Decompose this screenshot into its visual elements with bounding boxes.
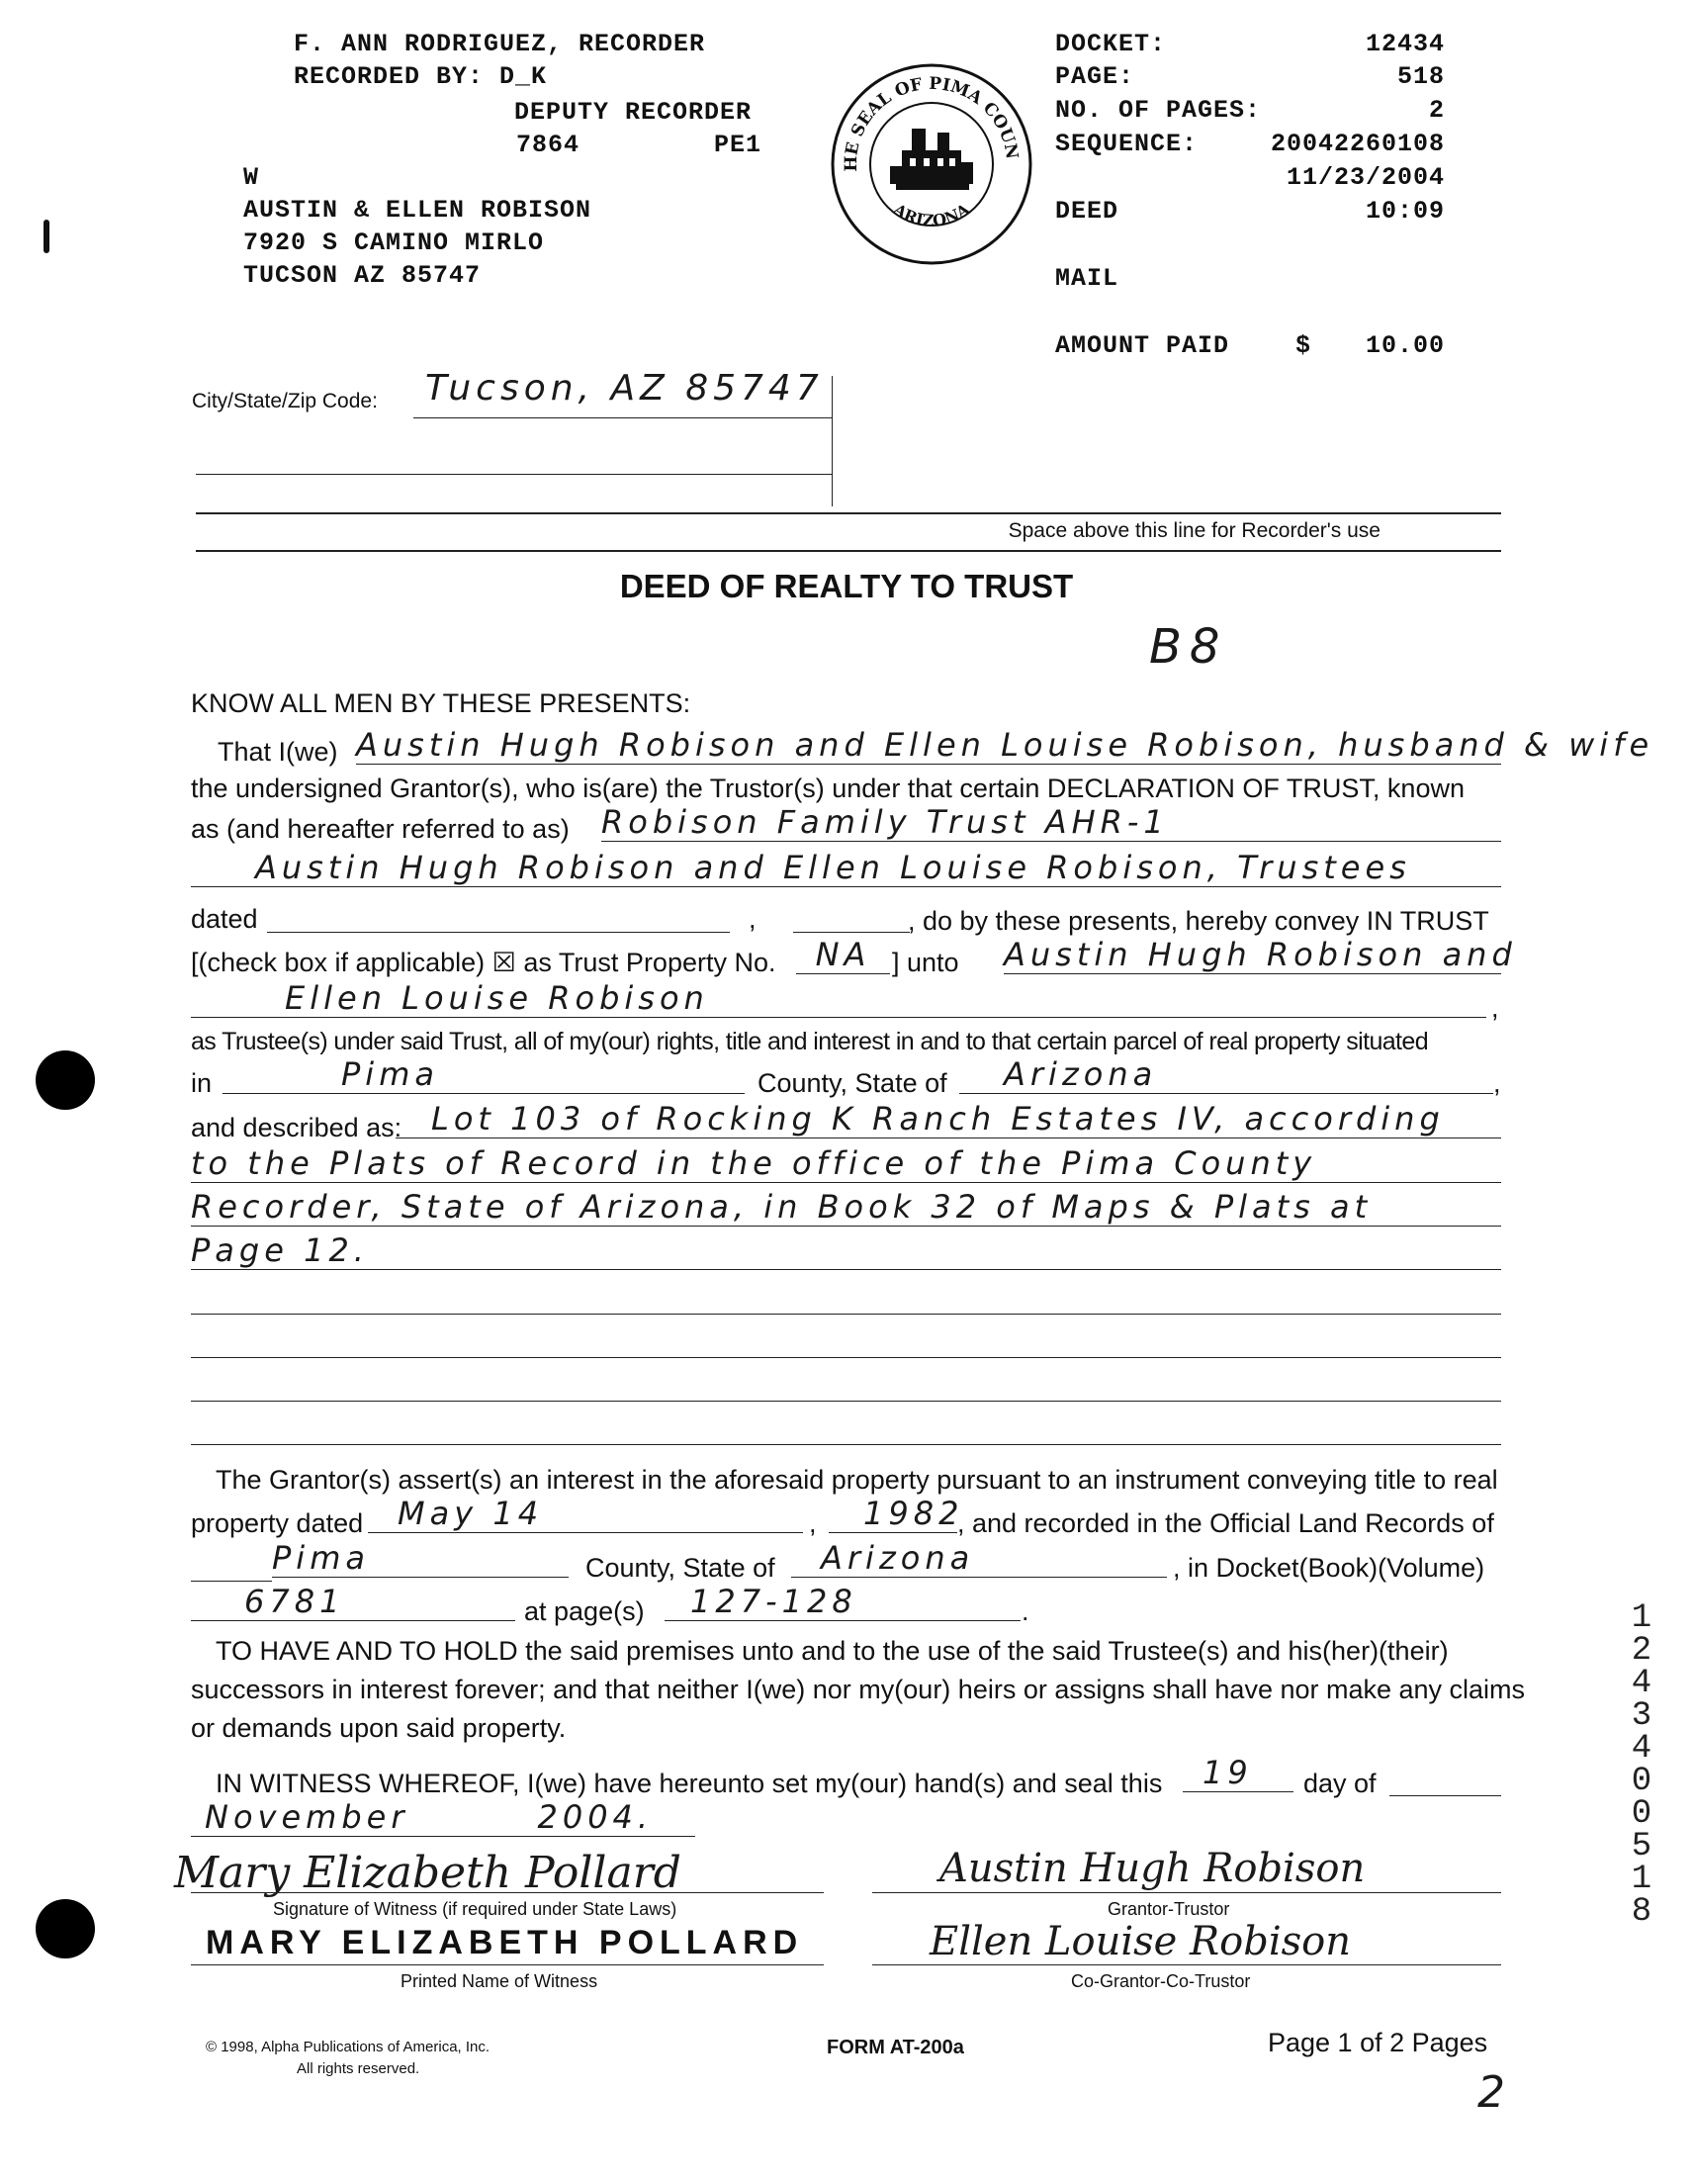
deputy-recorder: DEPUTY RECORDER — [514, 98, 753, 127]
instrument-county-label: County, State of — [585, 1553, 775, 1583]
recorder-name: F. ANN RODRIGUEZ, RECORDER — [294, 30, 706, 58]
known-as-label: as (and hereafter referred to as) — [191, 814, 570, 844]
rights-line: All rights reserved. — [297, 2060, 420, 2077]
seal-bottom-text: ARIZONA — [889, 199, 974, 230]
trustee-field-1: Austin Hugh Robison and — [1004, 936, 1517, 973]
margin-mark — [44, 220, 49, 253]
copyright-line: © 1998, Alpha Publications of America, Inc. — [206, 2039, 490, 2055]
state-field: Arizona — [959, 1055, 1493, 1094]
description-line-2: to the Plats of Record in the office of the Pima County — [191, 1144, 1501, 1183]
dated-label: dated — [191, 904, 258, 934]
page-numbers-field: 127-128 — [665, 1583, 1021, 1621]
instrument-date-field: May 14 — [368, 1495, 803, 1533]
property-dated-label: property dated — [191, 1508, 364, 1538]
grantors-field: Austin Hugh Robison and Ellen Louise Robison, husband & wife — [356, 726, 1654, 764]
description-line-1: Lot 103 of Rocking K Ranch Estates IV, according — [396, 1100, 1501, 1138]
grantor-signature: Austin Hugh Robison — [939, 1846, 1366, 1891]
form-number: FORM AT-200a — [827, 2037, 964, 2058]
deed-label: DEED — [1055, 197, 1119, 226]
return-address-street: 7920 S CAMINO MIRLO — [243, 228, 545, 257]
checkbox[interactable]: ☒ — [491, 948, 516, 977]
amount-paid-label: AMOUNT PAID — [1055, 331, 1230, 360]
grantor-signature-line — [872, 1892, 1501, 1893]
dated-comma: , — [749, 904, 757, 934]
document-title: DEED OF REALTY TO TRUST — [619, 568, 1074, 604]
recorder-code: 7864 — [516, 131, 580, 159]
at-pages-label: at page(s) — [524, 1596, 645, 1626]
check-label: [(check box if applicable) ☒ as Trust Property No. — [191, 948, 776, 977]
county-seal — [827, 59, 1036, 269]
property-number-field: NA — [796, 936, 890, 974]
vertical-divider — [832, 376, 833, 506]
co-grantor-signature: Ellen Louise Robison — [930, 1919, 1352, 1964]
mail-label: MAIL — [1055, 264, 1119, 293]
instrument-county-field: Pima — [272, 1539, 569, 1578]
hole-punch-bottom — [36, 1899, 95, 1958]
description-line-3: Recorder, State of Arizona, in Book 32 of Maps & Plats at — [191, 1188, 1501, 1227]
instrument-state-field: Arizona — [791, 1539, 1167, 1578]
pages-label: NO. OF PAGES: — [1055, 96, 1262, 125]
witness-month-field: November 2004. — [191, 1798, 695, 1837]
sequence-label: SEQUENCE: — [1055, 130, 1199, 158]
recorded-by: RECORDED BY: D_K — [294, 62, 548, 91]
recorded-date: 11/23/2004 — [1286, 163, 1445, 192]
grantor-clause: the undersigned Grantor(s), who is(are) the Trustor(s) under that certain DECLARATION OF TRUST, known — [191, 774, 1465, 803]
trustee-field-2: Ellen Louise Robison — [191, 979, 1486, 1018]
book-number-field: 6781 — [191, 1583, 515, 1621]
recorded-in-text: , and recorded in the Official Land Records of — [957, 1508, 1494, 1538]
county-state-label: County, State of — [757, 1068, 947, 1098]
city-value: Tucson, AZ 85747 — [425, 368, 824, 409]
trustees-field: Austin Hugh Robison and Ellen Louise Robison, Trustees — [191, 849, 1501, 887]
handwritten-mark: B8 — [1149, 619, 1228, 675]
page-label: PAGE: — [1055, 62, 1135, 91]
witness-signature-label: Signature of Witness (if required under State Laws) — [273, 1899, 677, 1919]
convey-text: , do by these presents, hereby convey IN TRUST — [908, 906, 1489, 936]
habendum-line-1: TO HAVE AND TO HOLD the said premises unto and to the use of the said Trustee(s) and his(her)(their) — [216, 1636, 1449, 1666]
grantor-label: Grantor-Trustor — [1108, 1899, 1230, 1919]
trustee-comma: , — [1491, 993, 1499, 1023]
blank-line — [196, 474, 833, 475]
instrument-comma: , — [809, 1508, 817, 1538]
habendum-line-2: successors in interest forever; and that neither I(we) nor my(our) heirs or assigns shall have nor make any claims — [191, 1675, 1526, 1704]
know-all-men: KNOW ALL MEN BY THESE PRESENTS: — [191, 688, 691, 718]
description-line-8 — [191, 1444, 1501, 1445]
dated-field — [267, 932, 730, 933]
recorded-time: 10:09 — [1365, 197, 1445, 226]
city-line — [413, 417, 833, 418]
docket-value: 12434 — [1365, 30, 1445, 58]
co-grantor-signature-line — [872, 1964, 1501, 1965]
state-comma: , — [1493, 1068, 1501, 1098]
pages-period: . — [1022, 1596, 1029, 1626]
county-field: Pima — [223, 1055, 745, 1094]
dollar-sign: $ — [1295, 331, 1312, 360]
in-label: in — [191, 1068, 213, 1098]
handwritten-page-mark: 2 — [1477, 2067, 1510, 2118]
trust-name-field: Robison Family Trust AHR-1 — [601, 803, 1501, 842]
day-of-label: day of — [1303, 1769, 1377, 1798]
recorder-use-note: Space above this line for Recorder's use — [1008, 519, 1381, 542]
return-address-city: TUCSON AZ 85747 — [243, 261, 482, 290]
description-line-6 — [191, 1357, 1501, 1358]
page-count: Page 1 of 2 Pages — [1268, 2028, 1488, 2057]
that-label: That I(we) — [218, 737, 338, 767]
docket-book-label: , in Docket(Book)(Volume) — [1173, 1553, 1485, 1583]
return-address-name: AUSTIN & ELLEN ROBISON — [243, 196, 592, 225]
description-line-7 — [191, 1401, 1501, 1402]
habendum-line-3: or demands upon said property. — [191, 1713, 567, 1743]
recorder-code-2: PE1 — [714, 131, 762, 159]
page-value: 518 — [1396, 62, 1445, 91]
recorder-divider-2 — [196, 550, 1501, 552]
trustee-clause: as Trustee(s) under said Trust, all of my(our) rights, title and interest in and to that certain parcel of real property situated — [191, 1028, 1429, 1055]
hole-punch-top — [36, 1050, 95, 1110]
instrument-county-lead — [191, 1581, 272, 1582]
co-grantor-label: Co-Grantor-Co-Trustor — [1071, 1971, 1251, 1991]
dated-year-field — [793, 932, 910, 933]
side-stamp: 12434 00518 — [1631, 1599, 1652, 1931]
witness-day-field: 19 — [1183, 1754, 1293, 1792]
unto-label: ] unto — [892, 948, 959, 977]
witness-signature: Mary Elizabeth Pollard — [174, 1848, 681, 1898]
printed-name-label: Printed Name of Witness — [401, 1971, 598, 1991]
assert-text: The Grantor(s) assert(s) an interest in the aforesaid property pursuant to an instrument conveying title to real — [216, 1465, 1498, 1495]
return-marker: W — [243, 163, 260, 192]
amount-paid-value: 10.00 — [1365, 331, 1445, 360]
svg-text:ARIZONA — [889, 199, 973, 229]
witness-signature-line — [191, 1892, 824, 1893]
sequence-value: 20042260108 — [1270, 130, 1445, 158]
instrument-year-field: 1982 — [829, 1495, 957, 1533]
description-line-5 — [191, 1314, 1501, 1315]
day-of-field — [1389, 1795, 1501, 1796]
city-label: City/State/Zip Code: — [192, 390, 378, 412]
described-label: and described as: — [191, 1113, 402, 1142]
witness-printed-name: MARY ELIZABETH POLLARD — [206, 1924, 804, 1961]
witness-clause: IN WITNESS WHEREOF, I(we) have hereunto set my(our) hand(s) and seal this — [216, 1769, 1163, 1798]
seal-top-text: HE SEAL OF PIMA COUN — [841, 73, 1023, 172]
pages-value: 2 — [1428, 96, 1445, 125]
recorder-divider — [196, 512, 1501, 514]
docket-label: DOCKET: — [1055, 30, 1167, 58]
witness-printed-line — [191, 1964, 824, 1965]
description-line-4: Page 12. — [191, 1231, 1501, 1270]
